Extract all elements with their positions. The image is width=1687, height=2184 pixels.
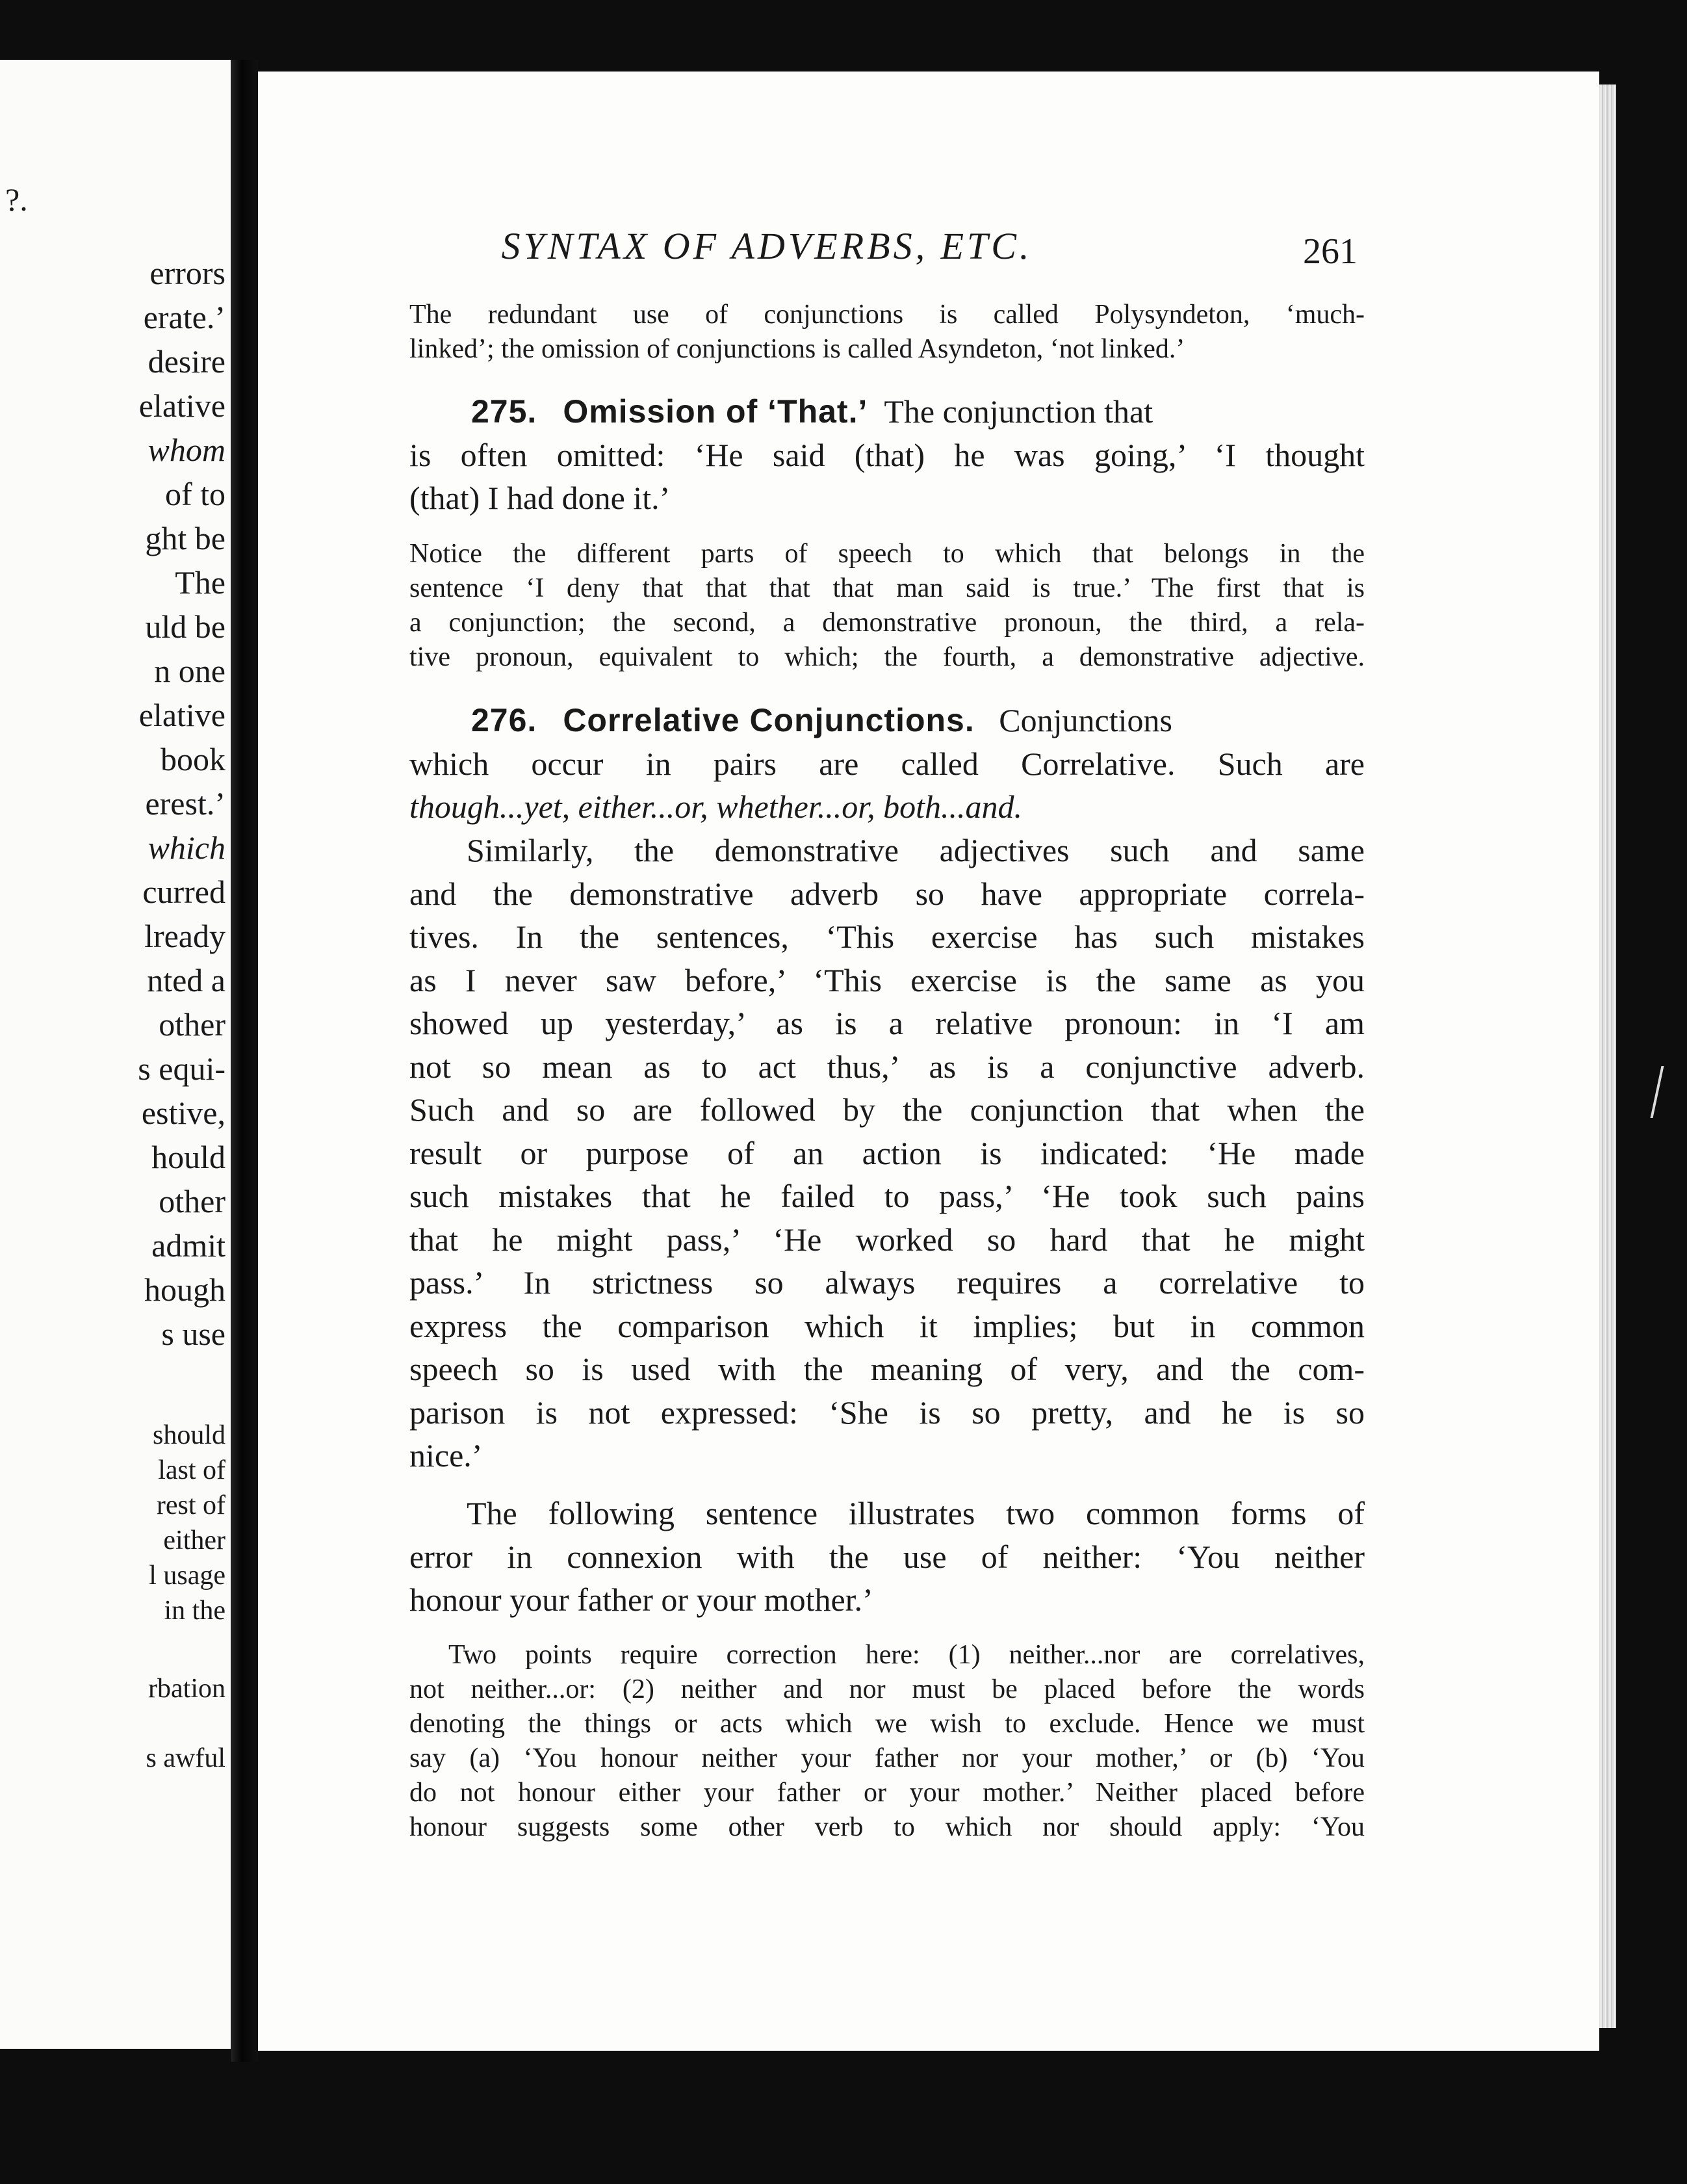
- section-title: Omission of ‘That.’: [563, 393, 868, 430]
- text-line: pass.’ In strictness so always requires a correlative to: [409, 1264, 1365, 1301]
- left-page-line: hould: [151, 1139, 225, 1175]
- left-page-line: s awful: [146, 1743, 225, 1773]
- left-page-line: admit: [151, 1227, 225, 1264]
- section-276-body: [409, 829, 1365, 1477]
- left-page-line: uld be: [145, 608, 225, 645]
- section-275: [409, 390, 1365, 520]
- left-page-line: of to: [164, 476, 225, 512]
- left-page-line: n one: [154, 653, 225, 689]
- text-line: honour your father or your mother.’: [409, 1581, 873, 1618]
- left-page-line: other: [159, 1006, 225, 1043]
- scan-mark: [1650, 1066, 1670, 1118]
- left-page-line: s use: [161, 1316, 225, 1352]
- text-line: not neither...or: (2) neither and nor must be placed before the words: [409, 1674, 1365, 1704]
- section-275-note: [409, 537, 1365, 675]
- text-line: Notice the different parts of speech to which that belongs in the: [409, 539, 1365, 569]
- text-line: and the demonstrative adverb so have appropriate correla-: [409, 875, 1365, 912]
- left-page-line: should: [152, 1420, 225, 1450]
- section-276: [409, 699, 1365, 829]
- text-line: tive pronoun, equivalent to which; the fourth, a demonstrative adjective.: [409, 642, 1365, 672]
- left-page-line: rest of: [156, 1490, 225, 1520]
- text-line: The redundant use of conjunctions is called Polysyndeton, ‘much-: [409, 300, 1365, 330]
- running-head: SYNTAX OF ADVERBS, ETC.: [501, 225, 1033, 267]
- text-line: speech so is used with the meaning of very, and the com-: [409, 1351, 1365, 1387]
- left-page-line: hough: [144, 1271, 225, 1308]
- text-line: express the comparison which it implies; but in common: [409, 1307, 1365, 1344]
- text-line: error in connexion with the use of neither: ‘You neither: [409, 1538, 1365, 1575]
- page-number: 261: [1303, 231, 1358, 272]
- left-page-line: The: [175, 564, 225, 601]
- left-page-line: ?.: [5, 181, 28, 218]
- left-page-line: whom: [148, 432, 225, 468]
- text-line: honour suggests some other verb to which nor should apply: ‘You: [409, 1812, 1365, 1842]
- left-page-line: last of: [158, 1455, 225, 1485]
- section-heading-line: [409, 390, 1365, 434]
- text-line: such mistakes that he failed to pass,’ ‘He took such pains: [409, 1178, 1365, 1214]
- section-276-paragraph-3: [409, 1492, 1365, 1622]
- section-number: 276.: [471, 702, 537, 738]
- left-page-line: l usage: [149, 1561, 225, 1591]
- left-facing-page: [0, 60, 231, 2049]
- book-gutter: [231, 60, 258, 2062]
- left-page-line: rbation: [148, 1674, 225, 1704]
- text-line: Conjunctions: [999, 702, 1172, 738]
- left-page-line: estive,: [141, 1095, 225, 1131]
- text-line: that he might pass,’ ‘He worked so hard that he might: [409, 1221, 1365, 1258]
- left-page-line: erate.’: [143, 299, 225, 335]
- text-line: do not honour either your father or your mother.’ Neither placed before: [409, 1778, 1365, 1808]
- text-line: though...yet, either...or, whether...or, both...and.: [409, 788, 1023, 825]
- left-page-line: book: [161, 741, 225, 777]
- section-heading-line: [409, 699, 1365, 742]
- text-line: as I never saw before,’ ‘This exercise is the same as you: [409, 961, 1365, 998]
- page-edges: [1599, 84, 1616, 2028]
- left-page-line: in the: [164, 1596, 225, 1626]
- left-page-line: s equi-: [138, 1050, 225, 1087]
- text-line: which occur in pairs are called Correlative. Such are: [409, 745, 1365, 782]
- text-line: result or purpose of an action is indicated: ‘He made: [409, 1134, 1365, 1171]
- left-page-line: errors: [149, 255, 225, 291]
- left-page-line: nted a: [147, 962, 225, 998]
- intro-paragraph: [409, 298, 1365, 367]
- left-page-line: desire: [148, 343, 225, 380]
- left-page-line: which: [148, 829, 225, 866]
- text-line: a conjunction; the second, a demonstrative pronoun, the third, a rela-: [409, 608, 1365, 638]
- text-line: showed up yesterday,’ as is a relative pronoun: in ‘I am: [409, 1005, 1365, 1041]
- text-line: tives. In the sentences, ‘This exercise has such mistakes: [409, 918, 1365, 955]
- text-line: sentence ‘I deny that that that that man said is true.’ The first that is: [409, 573, 1365, 603]
- text-line: The conjunction that: [884, 393, 1153, 430]
- left-page-line: curred: [142, 874, 225, 910]
- text-line: parison is not expressed: ‘She is so pretty, and he is so: [409, 1394, 1365, 1431]
- text-line: nice.’: [409, 1437, 483, 1474]
- section-276-note: [409, 1638, 1365, 1845]
- text-line: Such and so are followed by the conjunction that when the: [409, 1091, 1365, 1128]
- left-page-line: lready: [144, 918, 225, 954]
- left-page-line: elative: [138, 387, 225, 424]
- left-page-line: ght be: [145, 520, 225, 556]
- left-page-line: other: [159, 1183, 225, 1219]
- left-page-line: either: [163, 1526, 225, 1555]
- text-line: Similarly, the demonstrative adjectives such and same: [467, 832, 1365, 868]
- text-line: say (a) ‘You honour neither your father nor your mother,’ or (b) ‘You: [409, 1743, 1365, 1773]
- text-line: Two points require correction here: (1) neither...nor are correlatives,: [448, 1640, 1365, 1670]
- text-line: (that) I had done it.’: [409, 480, 671, 516]
- left-page-line: erest.’: [145, 785, 225, 822]
- text-line: linked’; the omission of conjunctions is called Asyndeton, ‘not linked.’: [409, 334, 1185, 364]
- left-page-line: elative: [138, 697, 225, 733]
- section-number: 275.: [471, 393, 537, 430]
- text-line: The following sentence illustrates two common forms of: [467, 1495, 1365, 1531]
- text-line: is often omitted: ‘He said (that) he was going,’ ‘I thought: [409, 436, 1365, 473]
- text-line: denoting the things or acts which we wish to exclude. Hence we must: [409, 1709, 1365, 1739]
- section-title: Correlative Conjunctions.: [563, 702, 975, 738]
- text-line: not so mean as to act thus,’ as is a conjunctive adverb.: [409, 1048, 1365, 1085]
